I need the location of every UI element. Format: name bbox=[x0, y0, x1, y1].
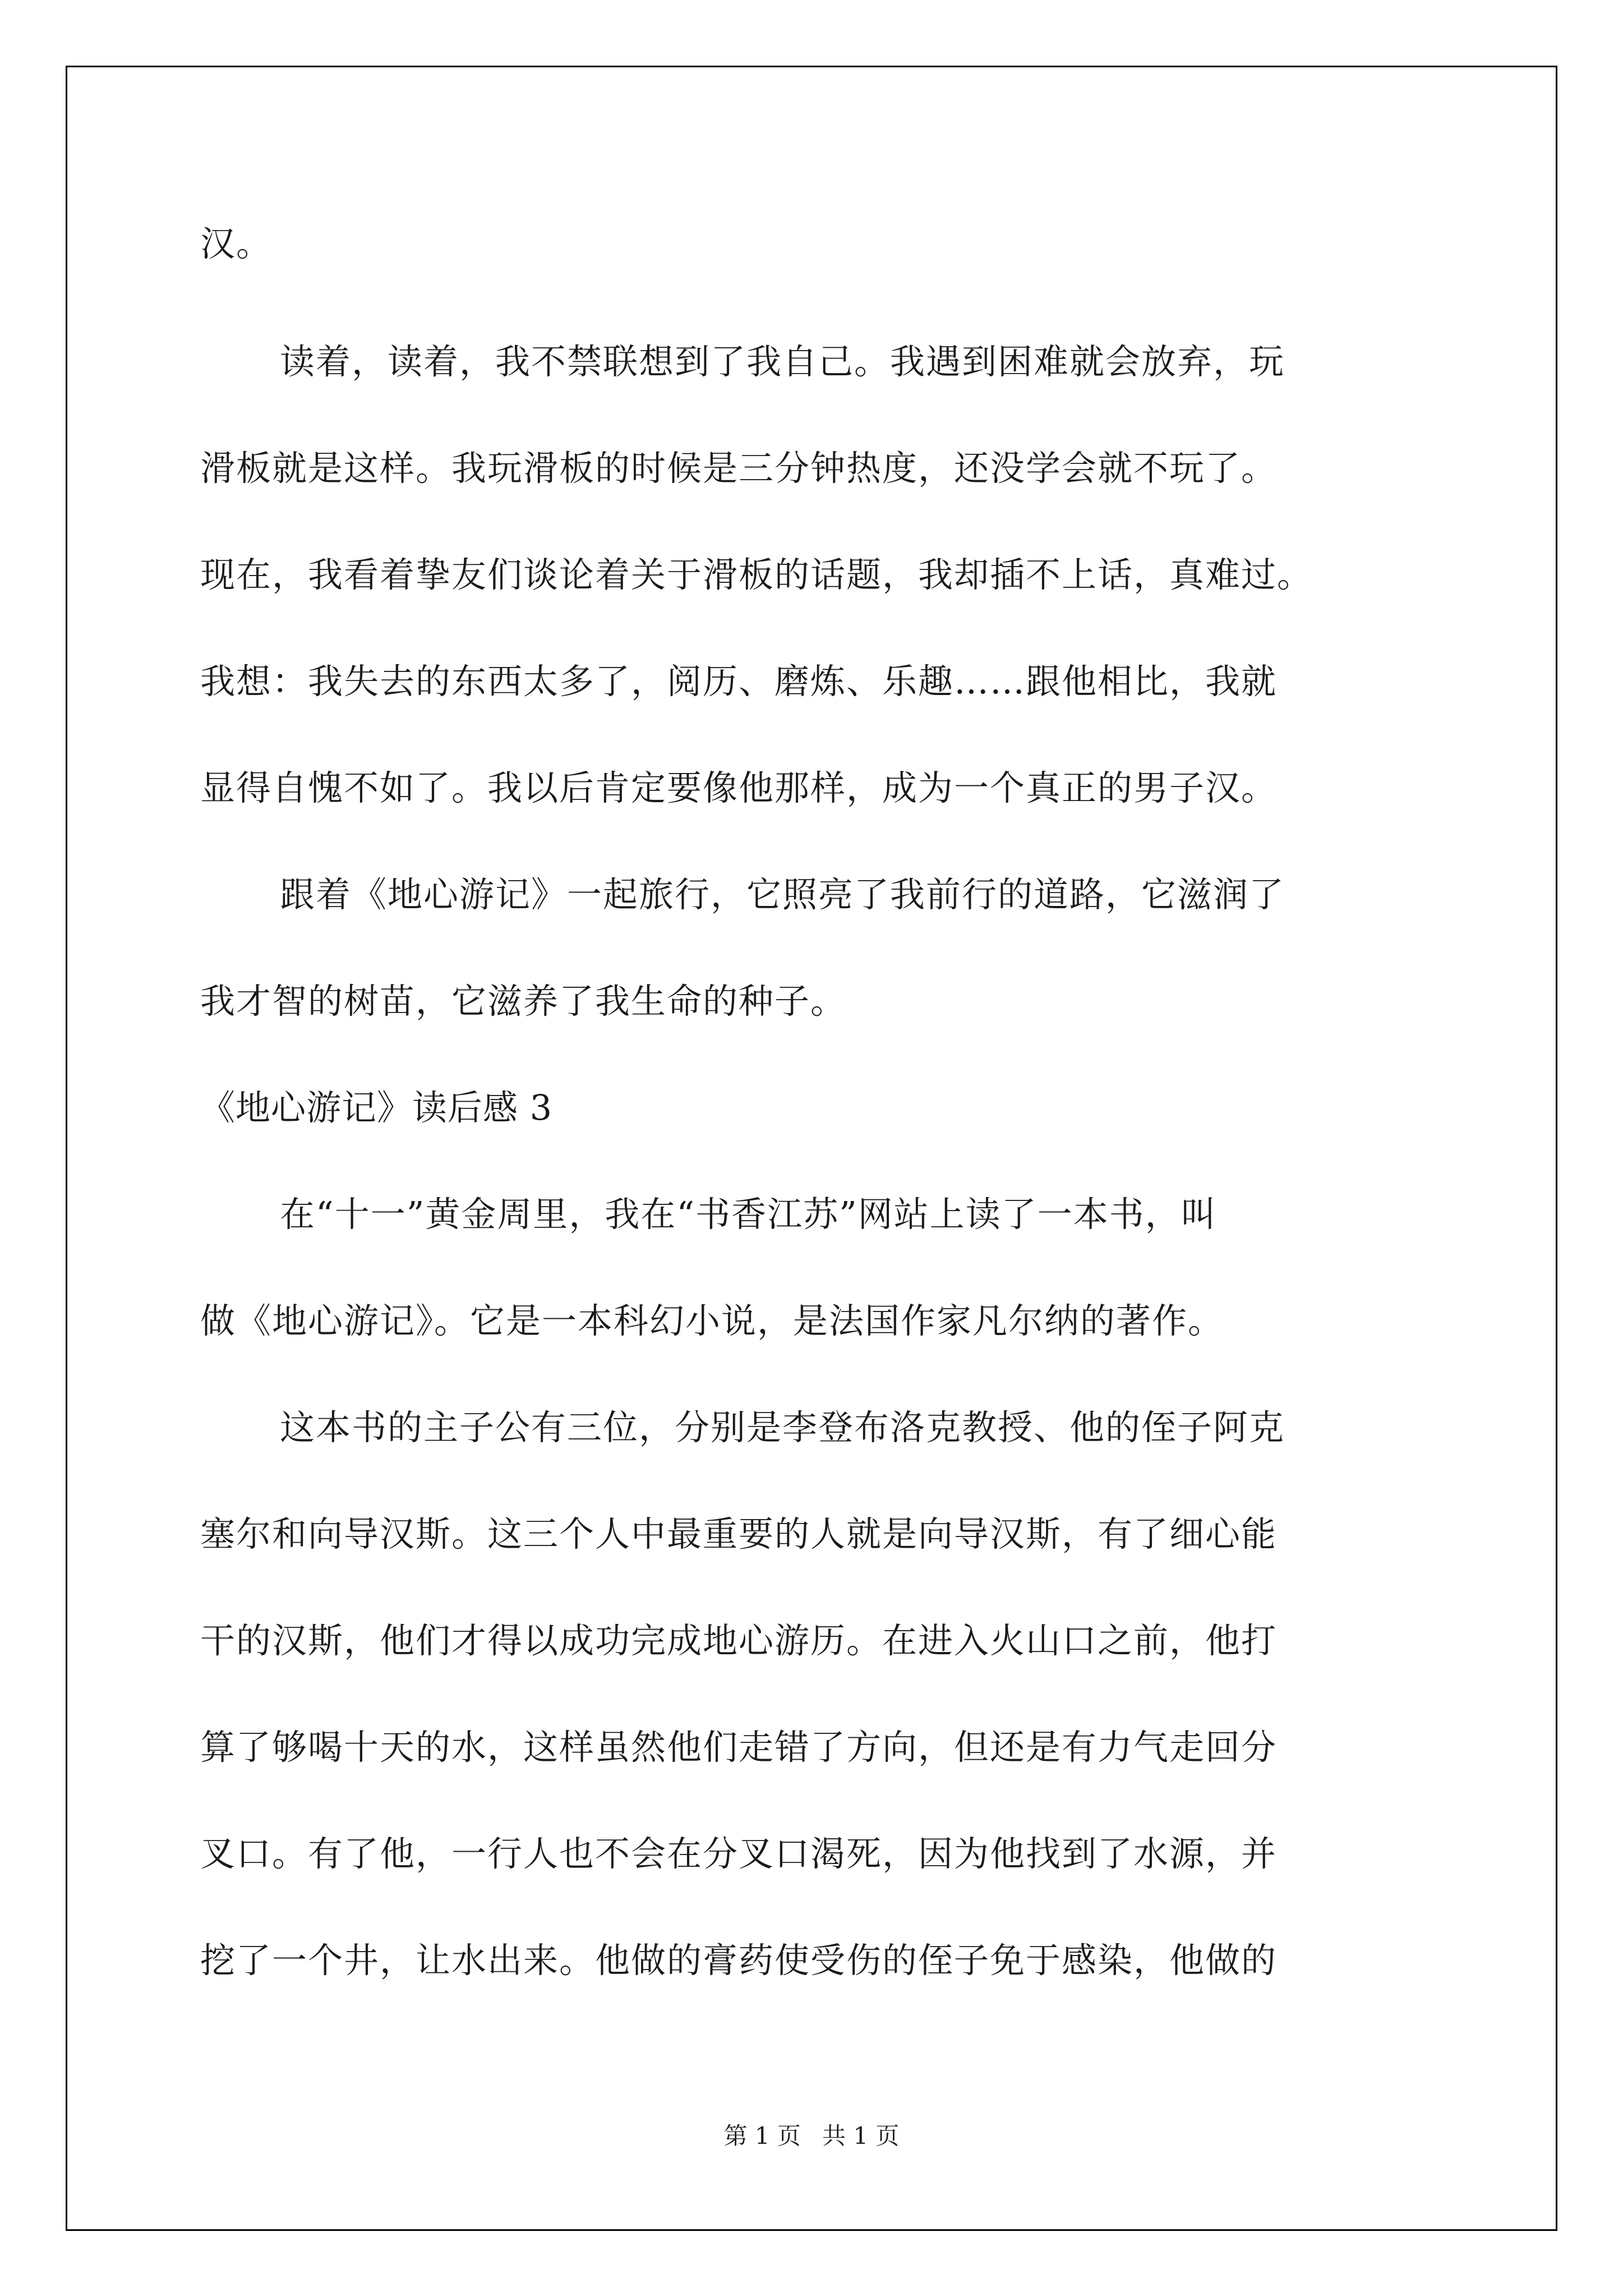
page-border bbox=[66, 66, 1557, 2231]
paragraph-line: 这本书的主子公有三位，分别是李登布洛克教授、他的侄子阿克 bbox=[280, 1407, 1285, 1448]
paragraph-line: 叉口。有了他，一行人也不会在分叉口渴死，因为他找到了水源，并 bbox=[200, 1833, 1278, 1874]
paragraph-line: 挖了一个井，让水出来。他做的膏药使受伤的侄子免于感染，他做的 bbox=[200, 1940, 1278, 1981]
paragraph-line: 读着，读着，我不禁联想到了我自己。我遇到困难就会放弃，玩 bbox=[280, 341, 1285, 382]
paragraph-line: 现在，我看着挚友们谈论着关于滑板的话题，我却插不上话，真难过。 bbox=[200, 554, 1313, 595]
paragraph-line: 在“十一”黄金周里，我在“书香江苏”网站上读了一本书，叫 bbox=[280, 1194, 1217, 1235]
paragraph-line: 干的汉斯，他们才得以成功完成地心游历。在进入火山口之前，他打 bbox=[200, 1620, 1278, 1661]
paragraph-line: 跟着《地心游记》一起旅行，它照亮了我前行的道路，它滋润了 bbox=[280, 874, 1285, 915]
paragraph-line: 汉。 bbox=[200, 223, 273, 264]
page-number: 第 1 页 bbox=[723, 2122, 801, 2150]
paragraph-line: 塞尔和向导汉斯。这三个人中最重要的人就是向导汉斯，有了细心能 bbox=[200, 1513, 1278, 1554]
page-total: 共 1 页 bbox=[822, 2122, 900, 2150]
paragraph-line: 显得自愧不如了。我以后肯定要像他那样，成为一个真正的男子汉。 bbox=[200, 767, 1278, 808]
section-heading: 《地心游记》读后感 3 bbox=[200, 1087, 553, 1128]
paragraph-line: 滑板就是这样。我玩滑板的时候是三分钟热度，还没学会就不玩了。 bbox=[200, 448, 1278, 489]
paragraph-line: 我才智的树苗，它滋养了我生命的种子。 bbox=[200, 981, 847, 1022]
page-footer bbox=[0, 2120, 1623, 2152]
paragraph-line: 我想：我失去的东西太多了，阅历、磨炼、乐趣……跟他相比，我就 bbox=[200, 661, 1278, 702]
paragraph-line: 做《地心游记》。它是一本科幻小说，是法国作家凡尔纳的著作。 bbox=[200, 1300, 1224, 1341]
paragraph-line: 算了够喝十天的水，这样虽然他们走错了方向，但还是有力气走回分 bbox=[200, 1727, 1278, 1768]
